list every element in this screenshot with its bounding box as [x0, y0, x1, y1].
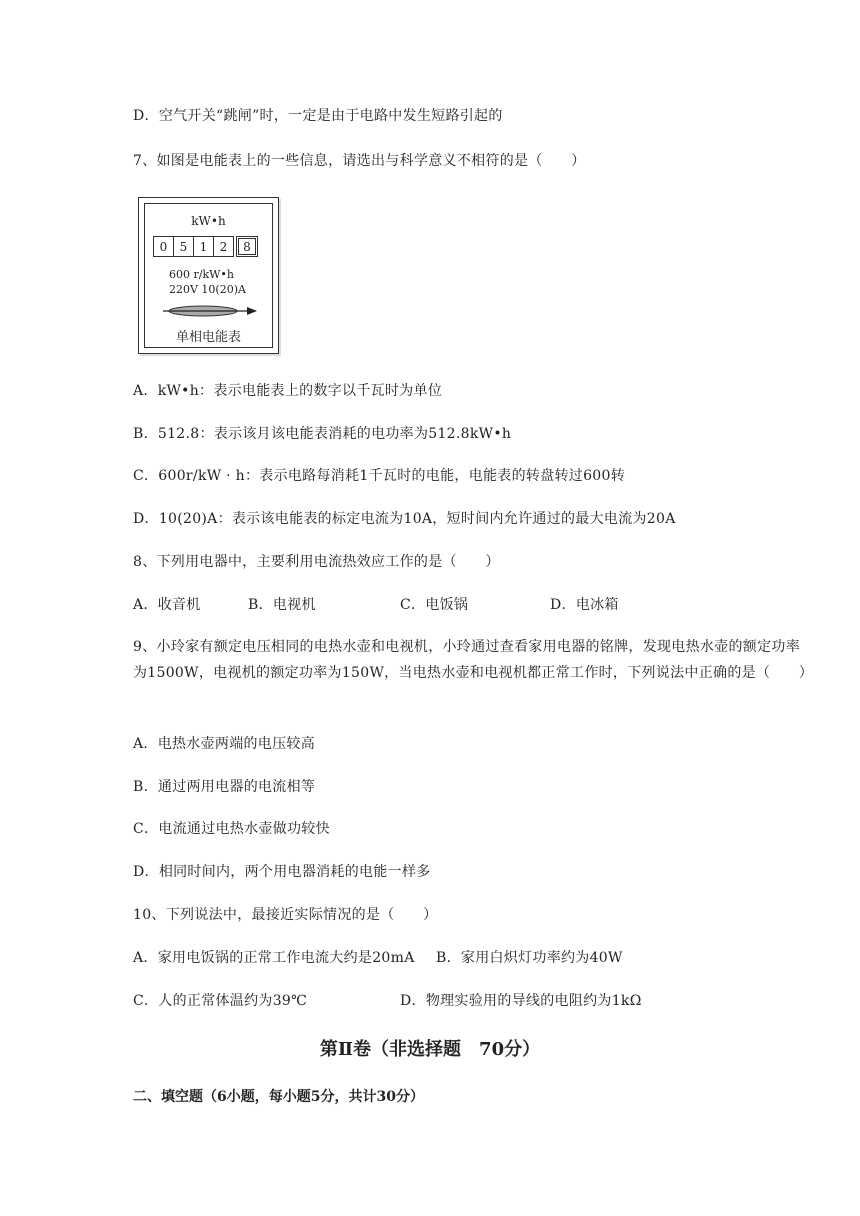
meter-digit-display: [153, 236, 257, 257]
meter-rating: 220V 10(20)A: [169, 283, 246, 296]
meter-rev-constant: 600 r/kW•h: [169, 268, 235, 281]
q8-option-b: B．电视机: [248, 597, 316, 613]
q7-option-d: D．10(20)A：表示该电能表的标定电流为10A，短时间内允许通过的最大电流为20A: [133, 511, 676, 527]
subsection-heading: 二、填空题（6小题，每小题5分，共计30分）: [133, 1089, 424, 1105]
meter-title: 单相电能表: [175, 330, 241, 345]
q9-option-a: A．电热水壶两端的电压较高: [133, 736, 316, 752]
q9-option-b: B．通过两用电器的电流相等: [133, 779, 316, 795]
section-title: 第Ⅱ卷（非选择题 70分）: [319, 1039, 541, 1060]
q8-option-c: C．电饭锅: [400, 597, 469, 613]
q9-option-c: C．电流通过电热水壶做功较快: [133, 821, 330, 837]
q7-option-c: C．600r/kW · h：表示电路每消耗1千瓦时的电能，电能表的转盘转过600转: [133, 468, 626, 484]
q10-option-a: A．家用电饭锅的正常工作电流大约是20mA: [133, 950, 415, 966]
q7-option-b: B．512.8：表示该月该电能表消耗的电功率为512.8kW•h: [133, 426, 512, 442]
meter-panel: [144, 203, 273, 348]
q8-option-d: D．电冰箱: [550, 597, 619, 613]
q10-option-c: C．人的正常体温约为39℃: [133, 993, 308, 1009]
q9-stem: 9、小玲家有额定电压相同的电热水壶和电视机，小玲通过查看家用电器的铭牌，发现电热水壶的额定功率为1500W，电视机的额定功率为150W，当电热水壶和电视机都正常工作时，下列说法中正确的是（ ）: [133, 639, 814, 681]
rotating-disk-icon: [161, 304, 259, 318]
meter-unit-label: kW•h: [191, 214, 226, 228]
electric-meter-figure: [138, 197, 279, 354]
meter-digit: 5: [173, 236, 194, 257]
q8-stem: 8、下列用电器中，主要利用电流热效应工作的是（ ）: [133, 554, 500, 570]
q10-option-b: B．家用白炽灯功率约为40W: [436, 950, 623, 966]
meter-decimal-digit: 8: [236, 236, 258, 257]
q6-option-d: D．空气开关“跳闸”时，一定是由于电路中发生短路引起的: [133, 108, 503, 124]
q10-option-d: D．物理实验用的导线的电阻约为1kΩ: [400, 993, 642, 1009]
q7-stem: 7、如图是电能表上的一些信息，请选出与科学意义不相符的是（ ）: [133, 153, 586, 169]
q8-option-a: A．收音机: [133, 597, 201, 613]
meter-digit: 2: [213, 236, 234, 257]
meter-digit: 1: [193, 236, 214, 257]
q10-stem: 10、下列说法中，最接近实际情况的是（ ）: [133, 907, 438, 923]
q7-option-a: A．kW•h：表示电能表上的数字以千瓦时为单位: [133, 383, 443, 399]
q9-option-d: D．相同时间内，两个用电器消耗的电能一样多: [133, 864, 431, 880]
meter-digit: 0: [153, 236, 174, 257]
